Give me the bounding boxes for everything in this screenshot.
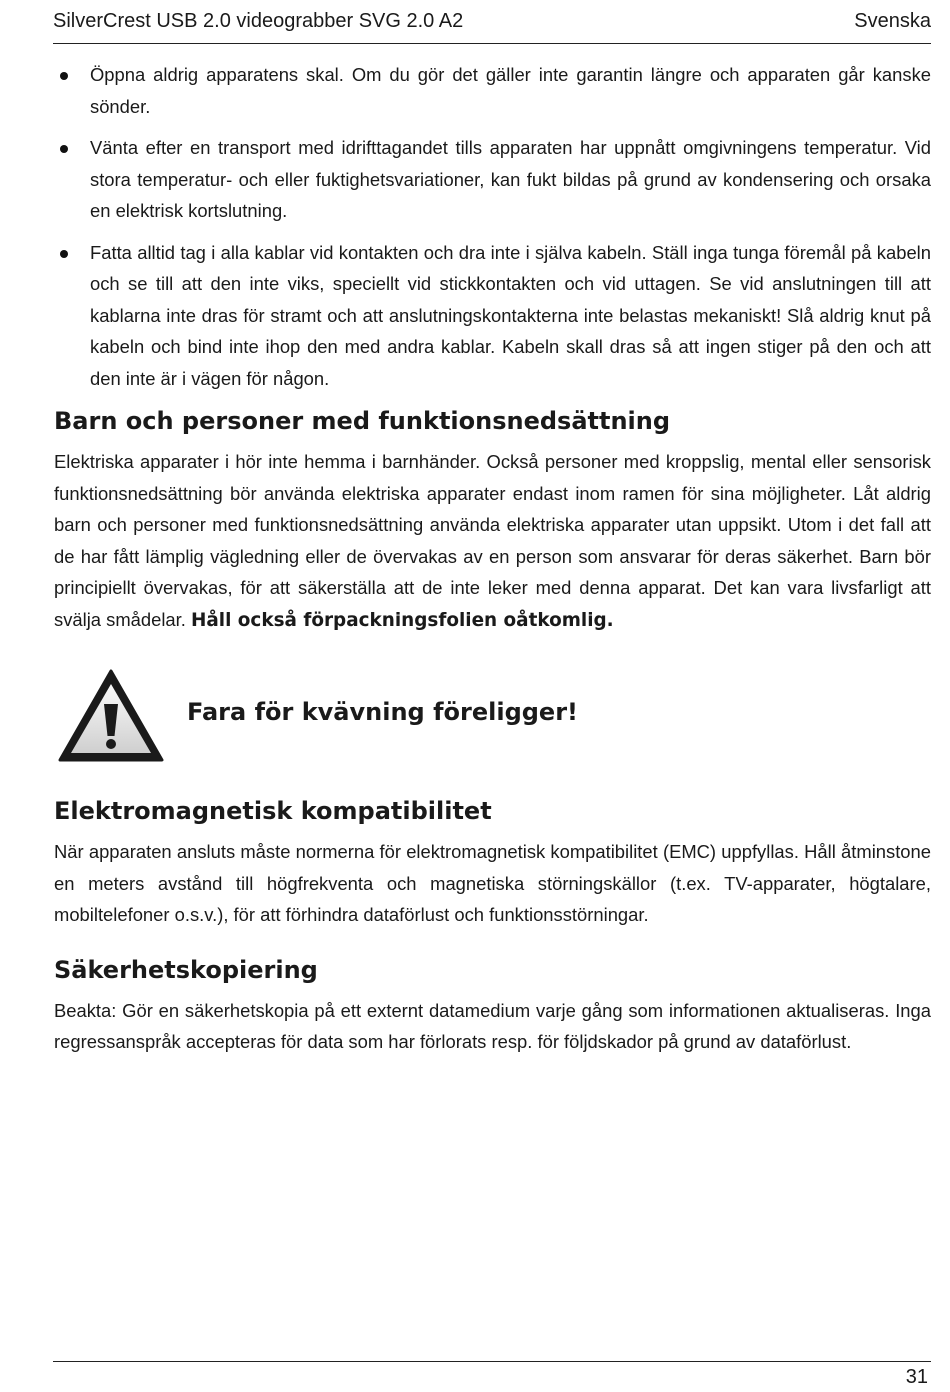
children-paragraph: Elektriska apparater i hör inte hemma i barnhänder. Också personer med kroppslig, mental eller sensorisk funktionsnedsättning bör använda elektriska apparater endast inom ramen för sina möjligheter. Låt aldrig barn och personer med funktionsnedsättning använda elektriska apparater utan uppsikt. Utom i det fall att de har fått lämplig vägledning eller de övervakas av en person som ansvarar för deras säkerhet. Barn bör principiellt övervakas, för att säkerställa att de inte leker med denna apparat. Det kan vara livsfarligt att svälja smådelar. <box>54 451 931 630</box>
warning-block <box>54 666 931 766</box>
footer-divider <box>53 1361 931 1362</box>
page-content <box>54 59 931 1058</box>
section-text-backup: Beakta: Gör en säkerhetskopia på ett externt datamedium varje gång som informationen aktualiseras. Inga regressanspråk accepteras för data som har förlorats resp. för följdskador på grund av dataförlust. <box>54 999 931 1052</box>
bullet-icon <box>60 145 68 153</box>
section-heading-backup: Säkerhetskopiering <box>54 955 318 984</box>
list-item <box>54 237 931 395</box>
list-item <box>54 59 931 122</box>
section-heading-emc: Elektromagnetisk kompatibilitet <box>54 797 492 825</box>
page-number: 31 <box>905 1366 928 1388</box>
section-text-children <box>54 446 931 636</box>
page-header <box>53 0 931 44</box>
section-heading-children: Barn och personer med funktionsnedsättning <box>54 407 671 435</box>
warning-triangle-icon <box>57 668 165 764</box>
list-item <box>54 132 931 227</box>
bullet-text: Fatta alltid tag i alla kablar vid kontakten och dra inte i själva kabeln. Ställ inga tunga föremål på kabeln och se till att den inte viks, speciellt vid stickkontakten och vid uttagen. Se vid anslutningen till att kablarna inte dras för stramt och att anslutningskontakterna inte belastas mekaniskt! Slå aldrig knut på kabeln och bind inte ihop den med andra kablar. Kabeln skall dras så att ingen stiger på den och att den inte är i vägen för någon. <box>90 241 931 389</box>
bullet-text: Öppna aldrig apparatens skal. Om du gör det gäller inte garantin längre och apparaten går kanske sönder. <box>90 64 931 117</box>
language-label: Svenska <box>854 10 931 32</box>
children-bold-warning: Håll också förpackningsfolien oåtkomlig. <box>190 609 614 631</box>
document-title: SilverCrest USB 2.0 videograbber SVG 2.0 A2 <box>53 10 464 32</box>
warning-text: Fara för kvävning föreligger! <box>187 698 578 726</box>
bullet-icon <box>60 250 68 258</box>
safety-bullet-list <box>54 59 931 394</box>
bullet-text: Vänta efter en transport med idrifttagandet tills apparaten har uppnått omgivningens temperatur. Vid stora temperatur- och eller fuktighetsvariationer, kan fukt bildas på grund av kondensering och orsaka en elektrisk kortslutning. <box>90 137 931 221</box>
bullet-icon <box>60 72 68 80</box>
section-text-emc: När apparaten ansluts måste normerna för elektromagnetisk kompatibilitet (EMC) uppfyllas. Håll åtminstone en meters avstånd till högfrekventa och magnetiska störningskällor (t.ex. TV-apparater, högtalare, mobiltelefoner o.s.v.), för att förhindra dataförlust och funktionsstörningar. <box>54 841 931 925</box>
